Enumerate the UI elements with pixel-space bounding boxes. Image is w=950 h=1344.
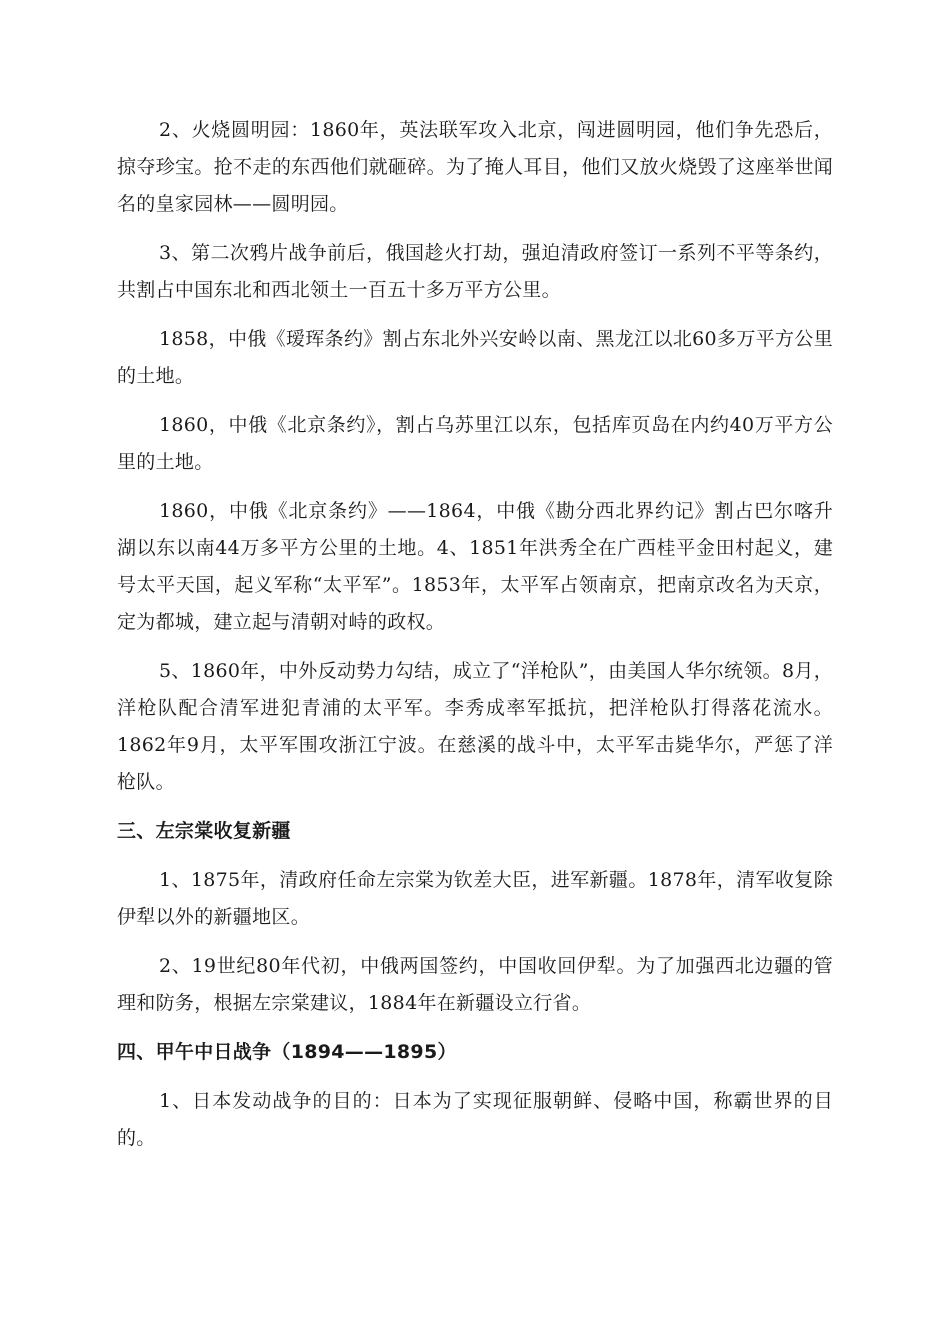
section-heading-xinjiang: 三、左宗棠收复新疆 (117, 820, 291, 842)
paragraph-zuo-zongtang-campaign: 1、1875年，清政府任命左宗棠为钦差大臣，进军新疆。1878年，清军收复除伊犁以外的新疆地区。 (117, 869, 833, 928)
paragraph-xinjiang-province: 2、19世纪80年代初，中俄两国签约，中国收回伊犁。为了加强西北边疆的管理和防务，根据左宗棠建议，1884年在新疆设立行省。 (117, 955, 833, 1014)
paragraph-russia-treaties: 3、第二次鸦片战争前后，俄国趁火打劫，强迫清政府签订一系列不平等条约，共割占中国东北和西北领土一百五十多万平方公里。 (117, 242, 833, 301)
paragraph-taiping-uprising: 1860，中俄《北京条约》——1864，中俄《勘分西北界约记》割占巴尔喀升湖以东以南44万多平方公里的土地。4、1851年洪秀全在广西桂平金田村起义，建号太平天国，起义军称“太平军”。1853年，太平军占领南京，把南京改名为天京，定为都城，建立起与清朝对峙的政权。 (117, 500, 833, 633)
paragraph-ever-victorious-army: 5、1860年，中外反动势力勾结，成立了“洋枪队”，由美国人华尔统领。8月，洋枪队配合清军进犯青浦的太平军。李秀成率军抵抗，把洋枪队打得落花流水。1862年9月，太平军围攻浙江宁波。在慈溪的战斗中，太平军击毙华尔，严惩了洋枪队。 (117, 660, 833, 793)
section-heading-sino-japanese-war: 四、甲午中日战争（1894——1895） (117, 1041, 457, 1063)
paragraph-japan-war-aims: 1、日本发动战争的目的：日本为了实现征服朝鲜、侵略中国，称霸世界的目的。 (117, 1090, 833, 1149)
paragraph-burning-yuanmingyuan: 2、火烧圆明园：1860年，英法联军攻入北京，闯进圆明园，他们争先恐后，掠夺珍宝。抢不走的东西他们就砸碎。为了掩人耳目，他们又放火烧毁了这座举世闻名的皇家园林——圆明园。 (117, 119, 833, 215)
document-body (117, 112, 833, 1169)
paragraph-beijing-treaty: 1860，中俄《北京条约》，割占乌苏里江以东，包括库页岛在内约40万平方公里的土地。 (117, 414, 833, 473)
paragraph-aigun-treaty: 1858，中俄《瑷珲条约》割占东北外兴安岭以南、黑龙江以北60多万平方公里的土地。 (117, 328, 833, 387)
